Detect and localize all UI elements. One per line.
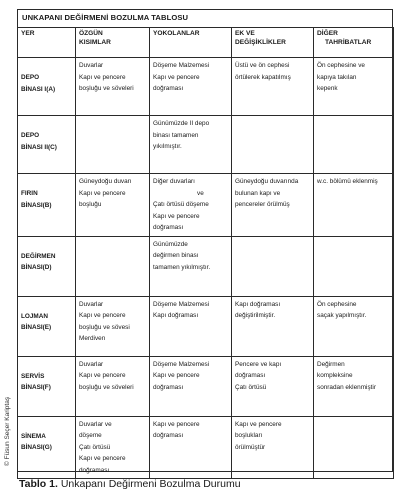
cell-text: Kapı ve pencere: [79, 455, 126, 462]
cell-text: Duvarlar: [79, 62, 104, 69]
cell-text: doğraması: [79, 466, 110, 474]
cell-text: değirmen binası: [153, 252, 199, 259]
header-text: YOKOLANLAR: [153, 30, 200, 37]
cell-text: Çatı örtüsü: [79, 443, 111, 451]
cell-text: Değirmen: [317, 360, 345, 368]
cell-text: Duvarlar: [79, 300, 104, 308]
table-row: [18, 58, 394, 116]
cell-other-damage: [314, 116, 394, 174]
cell-text: değiştirilmiştir.: [235, 312, 276, 319]
header-lost: [150, 28, 232, 58]
cell-text: Kapı doğraması: [235, 300, 281, 308]
cell-text: doğraması: [153, 432, 184, 439]
cell-text: boşlukları: [235, 432, 263, 439]
cell-text: kapıya takılan: [317, 73, 357, 81]
cell-lost: [150, 116, 232, 174]
cell-text: Çatı örtüsü: [235, 383, 267, 391]
cell-text: Döşeme Malzemesi: [153, 360, 210, 368]
cell-original-parts: [76, 236, 150, 296]
location-line: FIRIN: [21, 190, 38, 197]
cell-text: Merdiven: [79, 335, 106, 342]
cell-additions: [232, 416, 314, 479]
cell-original-parts: [76, 174, 150, 237]
cell-text: Diğer duvarları: [153, 178, 195, 185]
table-row: [18, 174, 394, 237]
cell-lost: [150, 236, 232, 296]
cell-other-damage: [314, 416, 394, 479]
header-additions: [232, 28, 314, 58]
cell-original-parts: [76, 296, 150, 356]
table-row: [18, 116, 394, 174]
cell-lost: [150, 356, 232, 416]
cell-text: Döşeme Malzemesi: [153, 62, 210, 69]
cell-additions: [232, 116, 314, 174]
damage-table: [17, 27, 394, 479]
table-row: [18, 416, 394, 479]
cell-text: doğraması: [153, 85, 184, 92]
cell-text: Kapı ve pencere: [153, 73, 200, 81]
cell-text: örülmüştür: [235, 443, 266, 451]
cell-text: örtülerek kapatılmış: [235, 73, 291, 81]
cell-text: kepenk: [317, 85, 338, 92]
cell-text: Üstü ve ön cephesi: [235, 62, 290, 69]
table-caption: [19, 478, 241, 490]
cell-other-damage: [314, 58, 394, 116]
cell-text: Pencere ve kapı: [235, 360, 282, 368]
header-text: YER: [21, 30, 35, 37]
cell-text: Günümüzde: [153, 240, 188, 248]
cell-location: [18, 296, 76, 356]
cell-location: [18, 356, 76, 416]
location-line: LOJMAN: [21, 312, 48, 320]
cell-text: Güneydoğu duvarında: [235, 178, 299, 185]
cell-original-parts: [76, 116, 150, 174]
table-body: [18, 58, 394, 479]
caption-text: Unkapanı Değirmeni Bozulma Durumu: [57, 478, 241, 490]
cell-lost: [150, 58, 232, 116]
cell-text: yıkılmıştır.: [153, 143, 182, 150]
location-line: SİNEMA: [21, 432, 46, 440]
cell-text: w.c. bölümü eklenmiş: [317, 178, 378, 185]
header-row: [18, 28, 394, 58]
cell-text: Kapı ve pencere: [153, 420, 200, 428]
cell-additions: [232, 356, 314, 416]
photo-credit-text: © Füsun Seçer Kariptaş: [4, 396, 11, 466]
location-line: DEPO: [21, 74, 40, 81]
location-line: BİNASI I(A): [21, 85, 56, 93]
cell-additions: [232, 174, 314, 237]
cell-text: Kapı ve pencere: [79, 73, 126, 81]
cell-lost: [150, 416, 232, 479]
header-text: DEĞİŞİKLİKLER: [235, 38, 286, 46]
photo-credit: [1, 290, 15, 470]
cell-text: tamamen yıkılmıştır.: [153, 263, 211, 271]
cell-text: Ön cephesine ve: [317, 62, 365, 69]
location-line: BİNASI(B): [21, 201, 52, 209]
cell-text: Kapı ve pencere: [79, 189, 126, 197]
cell-text: Duvarlar: [79, 360, 104, 368]
header-text: TAHRİBATLAR: [325, 38, 372, 46]
cell-text: Kapı ve pencere: [79, 372, 126, 379]
caption-label: Tablo 1.: [19, 478, 58, 490]
location-line: BİNASI II(C): [21, 143, 57, 151]
cell-text: bulunan kapı ve: [235, 189, 281, 197]
cell-location: [18, 416, 76, 479]
cell-original-parts: [76, 58, 150, 116]
header-location: [18, 28, 76, 58]
cell-text: boşluğu: [79, 201, 102, 208]
table-title: UNKAPANI DEĞİRMENİ BOZULMA TABLOSU: [22, 13, 189, 22]
cell-original-parts: [76, 356, 150, 416]
location-line: BİNASI(E): [21, 324, 52, 331]
cell-original-parts: [76, 416, 150, 479]
cell-text: doğraması: [153, 383, 184, 391]
cell-text: ve: [197, 189, 204, 197]
location-line: BİNASI(F): [21, 384, 51, 391]
cell-text: Kapı ve pencere: [79, 312, 126, 319]
cell-text: doğraması: [235, 372, 266, 379]
cell-other-damage: [314, 174, 394, 237]
header-text: KISIMLAR: [79, 38, 111, 46]
cell-text: kompleksine: [317, 372, 353, 379]
header-original-parts: [76, 28, 150, 58]
location-line: DEĞİRMEN: [21, 252, 56, 260]
cell-other-damage: [314, 296, 394, 356]
cell-text: Günümüzde II depo: [153, 120, 210, 127]
table-row: [18, 296, 394, 356]
location-line: BİNASI(D): [21, 264, 52, 271]
table-row: [18, 356, 394, 416]
location-line: SERVİS: [21, 372, 45, 380]
cell-text: Kapı ve pencere: [153, 212, 200, 220]
cell-text: sonradan eklenmiştir: [317, 383, 376, 391]
cell-text: döşeme: [79, 432, 102, 439]
cell-additions: [232, 296, 314, 356]
cell-other-damage: [314, 236, 394, 296]
cell-additions: [232, 58, 314, 116]
cell-lost: [150, 296, 232, 356]
cell-text: Kapı doğraması: [153, 312, 199, 319]
cell-text: Ön cephesine: [317, 300, 357, 308]
cell-text: binası tamamen: [153, 131, 199, 139]
location-line: BİNASI(G): [21, 444, 52, 451]
cell-text: boşluğu ve söveleri: [79, 85, 134, 92]
cell-text: Döşeme Malzemesi: [153, 300, 210, 308]
cell-location: [18, 116, 76, 174]
cell-other-damage: [314, 356, 394, 416]
cell-location: [18, 174, 76, 237]
cell-text: Duvarlar ve: [79, 420, 112, 428]
header-text: DİĞER: [317, 30, 338, 37]
cell-text: pencereler örülmüş: [235, 201, 290, 208]
cell-text: doğraması: [153, 224, 184, 231]
cell-location: [18, 236, 76, 296]
cell-text: Çatı örtüsü döşeme: [153, 201, 209, 208]
table-row: [18, 236, 394, 296]
header-text: EK VE: [235, 30, 255, 37]
cell-lost: [150, 174, 232, 237]
cell-additions: [232, 236, 314, 296]
cell-text: Kapı ve pencere: [235, 420, 282, 428]
cell-text: Kapı ve pencere: [153, 372, 200, 379]
header-text: ÖZGÜN: [79, 30, 103, 37]
cell-text: boşluğu ve söveleri: [79, 383, 134, 391]
cell-text: Güneydoğu duvarı: [79, 178, 132, 185]
cell-text: boşluğu ve sövesi: [79, 323, 130, 331]
cell-text: saçak yapılmıştır.: [317, 312, 367, 319]
location-line: DEPO: [21, 132, 40, 139]
header-other-damage: [314, 28, 394, 58]
cell-location: [18, 58, 76, 116]
